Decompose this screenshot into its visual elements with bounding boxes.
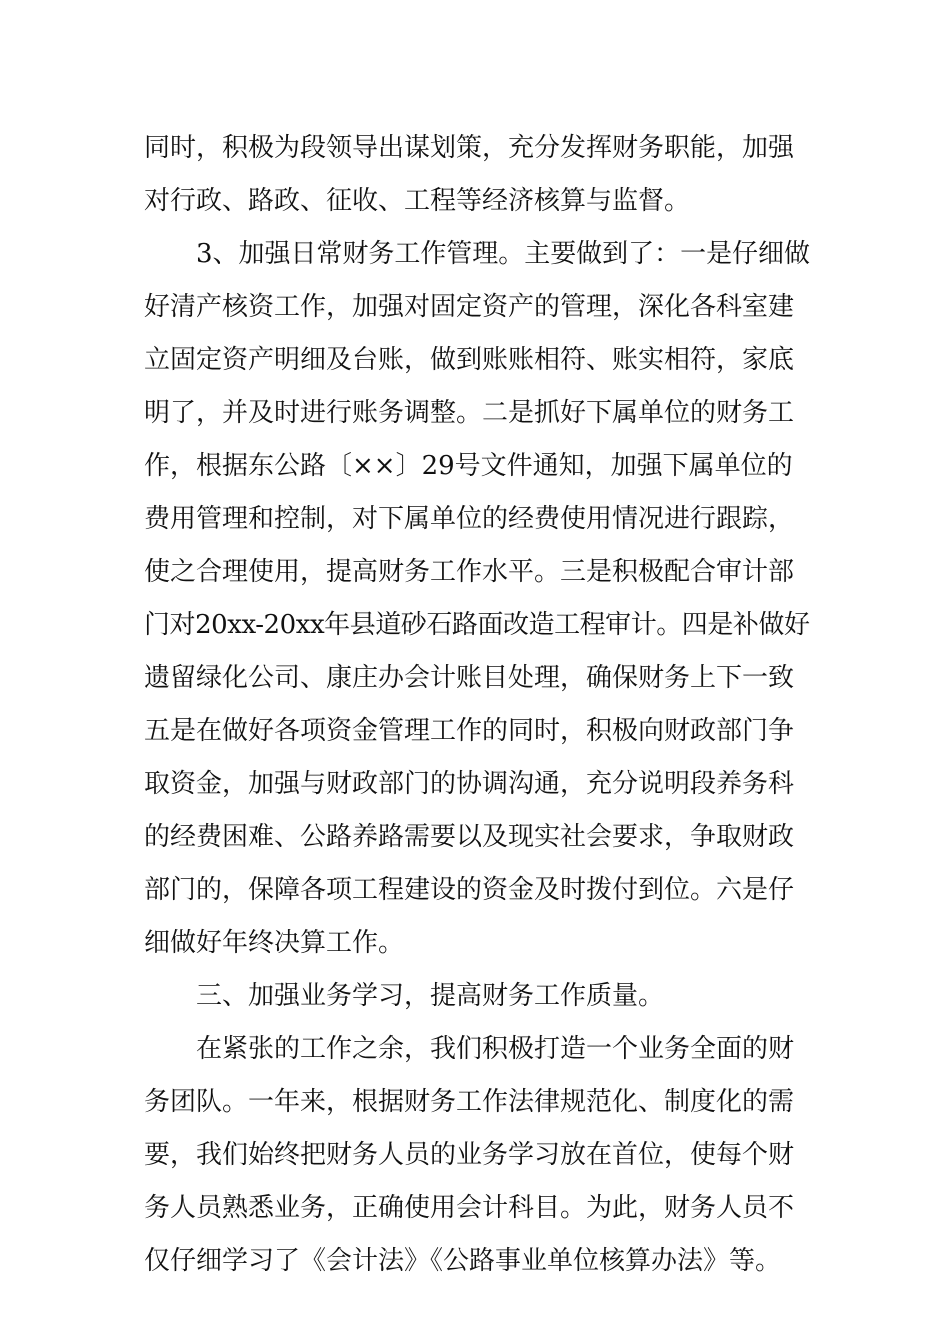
text-line: 在紧张的工作之余，我们积极打造一个业务全面的财 xyxy=(196,1034,795,1064)
text-line: 好清产核资工作，加强对固定资产的管理，深化各科室建 xyxy=(144,292,795,322)
text-line: 务团队。一年来，根据财务工作法律规范化、制度化的需 xyxy=(144,1087,795,1117)
text-line: 立固定资产明细及台账，做到账账相符、账实相符，家底 xyxy=(144,345,795,375)
text-line: 五是在做好各项资金管理工作的同时，积极向财政部门争 xyxy=(144,716,795,746)
text-line: 3、加强日常财务工作管理。主要做到了：一是仔细做 xyxy=(196,239,810,269)
text-line: 务人员熟悉业务，正确使用会计科目。为此，财务人员不 xyxy=(144,1193,795,1223)
text-line: 同时，积极为段领导出谋划策，充分发挥财务职能，加强 xyxy=(144,133,795,163)
text-line: 使之合理使用，提高财务工作水平。三是积极配合审计部 xyxy=(144,557,795,587)
body-text xyxy=(144,122,810,1288)
text-line: 要，我们始终把财务人员的业务学习放在首位，使每个财 xyxy=(144,1140,795,1170)
text-line: 的经费困难、公路养路需要以及现实社会要求，争取财政 xyxy=(144,822,795,852)
text-line: 细做好年终决算工作。 xyxy=(144,928,405,958)
text-line: 门对20xx-20xx年县道砂石路面改造工程审计。四是补做好 xyxy=(144,610,810,640)
section-heading: 三、加强业务学习，提高财务工作质量。 xyxy=(196,981,665,1011)
text-line: 仅仔细学习了《会计法》《公路事业单位核算办法》等。 xyxy=(144,1246,782,1276)
text-line: 部门的，保障各项工程建设的资金及时拨付到位。六是仔 xyxy=(144,875,795,905)
text-line: 明了，并及时进行账务调整。二是抓好下属单位的财务工 xyxy=(144,398,795,428)
text-line: 遗留绿化公司、康庄办会计账目处理，确保财务上下一致 xyxy=(144,663,795,693)
text-line: 对行政、路政、征收、工程等经济核算与监督。 xyxy=(144,186,691,216)
text-line: 取资金，加强与财政部门的协调沟通，充分说明段养务科 xyxy=(144,769,795,799)
text-line: 费用管理和控制，对下属单位的经费使用情况进行跟踪， xyxy=(144,504,795,534)
text-line: 作，根据东公路〔××〕29号文件通知，加强下属单位的 xyxy=(144,451,793,481)
